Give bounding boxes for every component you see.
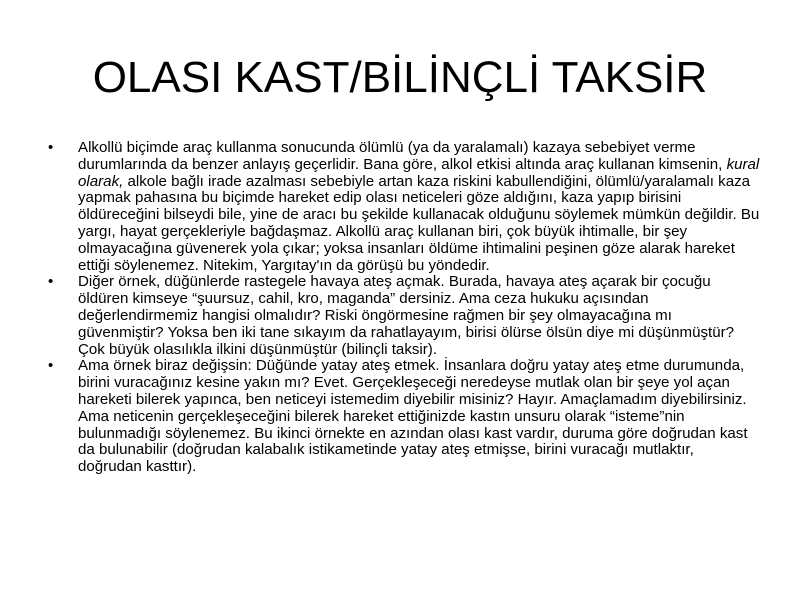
bullet-text-1 (78, 140, 760, 274)
bullet-item-3 (48, 358, 760, 476)
bullet-list (48, 140, 760, 476)
bullet-text-1-part-b: alkole bağlı irade azalması sebebiyle artan kaza riskini kabullendiğini, ölümlü/yaralamalı kaza yapmak pahasına bu biçimde hareket edip olası neticeleri göze aldığını, kaza yapıp birisini öldüreceğini bilseydi bile, yine de aracı bu şekilde kullanacak olduğunu söylemek mümkün değildir. Bu yargı, hayat gerçekleriyle bağdaşmaz. Alkollü araç kullanan biri, çok büyük ihtimalle, bir şey olmayacağına güvenerek yola çıkar; yoksa insanları öldüme ihtimalini peşinen göze alarak hareket ettiği söylenemez. Nitekim, Yargıtay'ın da görüşü bu yöndedir. (78, 172, 760, 274)
bullet-text-3: Ama örnek biraz değişsin: Düğünde yatay ateş etmek. İnsanlara doğru yatay ateş etme durumunda, birini vuracağınız kesine yakın mı? Evet. Gerçekleşeceği neredeyse mutlak olan bir şeye yol açan hareketi bilerek yapınca, ben neticeyi istemedim diyebilir misiniz? Hayır. Amaçlamadım diyebilirsiniz. Ama neticenin gerçekleşeceğini bilerek hareket ettiğinizde kastın unsuru olarak “isteme”nin bulunmadığı söylenemez. Bu ikinci örnekte en azından olası kast vardır, duruma göre doğrudan kast da bulunabilir (doğrudan kalabalık istikametinde yatay ateş etmişse, birini vuracağı mutlaktır, doğrudan kasttır). (78, 357, 748, 476)
bullet-item-1 (48, 140, 760, 274)
bullet-text-1-part-a: Alkollü biçimde araç kullanma sonucunda ölümlü (ya da yaralamalı) kazaya sebebiyet verme durumlarında da benzer anlayış geçerlidir. Bana göre, alkol etkisi altında araç kullanan kimsenin, (78, 139, 727, 173)
bullet-icon: • (48, 139, 54, 156)
bullet-text-1-italic: kural olarak, (78, 155, 760, 190)
slide-title: OLASI KAST/BİLİNÇLİ TAKSİR (92, 53, 708, 102)
bullet-icon: • (48, 357, 54, 375)
bullet-text-2: Diğer örnek, düğünlerde rastegele havaya ateş açmak. Burada, havaya ateş açarak bir çocuğu öldüren kimseye “şuursuz, cahil, kro, maganda” dersiniz. Ama ceza hukuku açısından değerlendirmemiz hangisi olmalıdır? Riski öngörmesine rağmen bir şey olmayacağına mı güvenmiştir? Yoksa ben iki tane sıkayım da rahatlayayım, birisi ölürse ölsün diye mi düşünmüştür? Çok büyük olasılıkla ilkini düşünmüştür (bilinçli taksir). (78, 273, 735, 358)
bullet-item-2 (48, 274, 760, 358)
bullet-icon: • (48, 273, 54, 291)
